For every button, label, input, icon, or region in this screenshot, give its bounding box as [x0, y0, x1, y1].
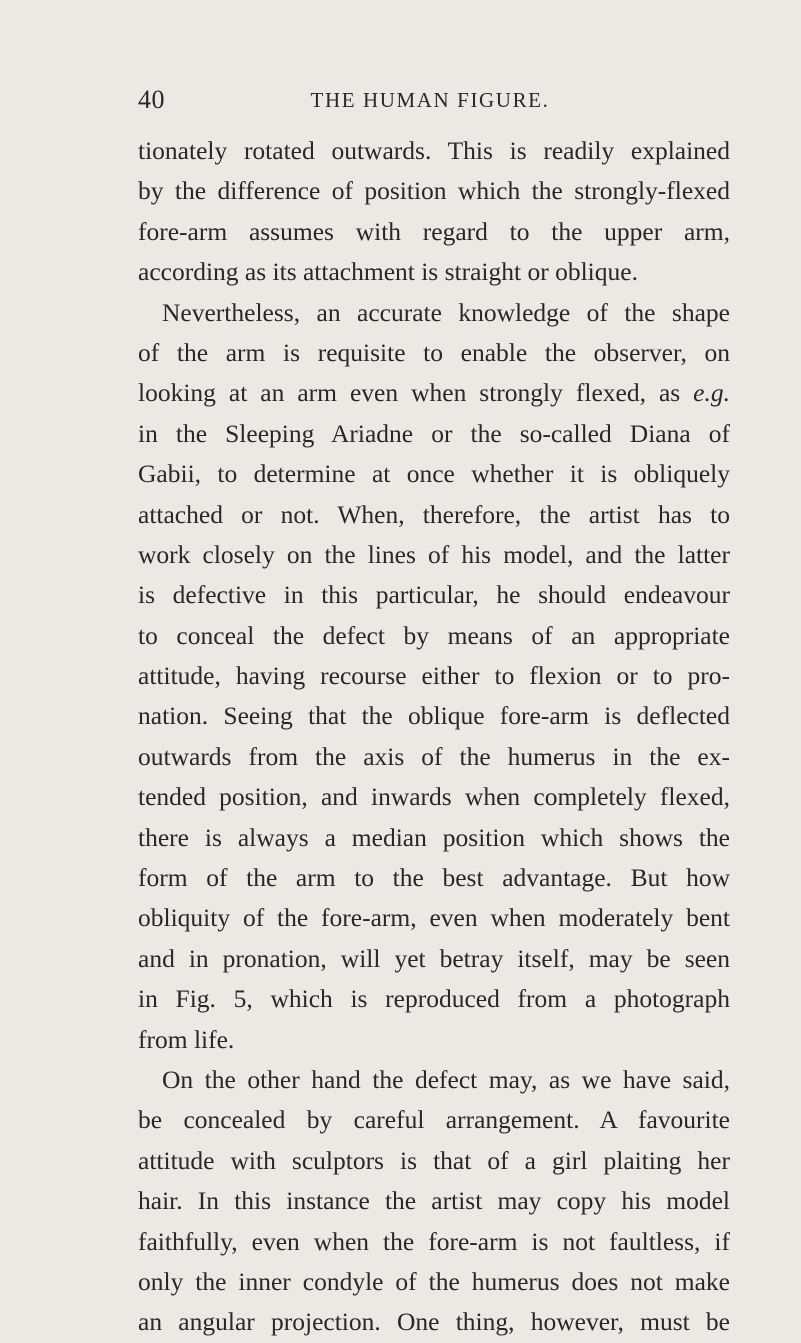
text-segment: looking at an arm even when strongly flexed, as [138, 378, 681, 408]
text-line: attached or not. When, therefore, the artist has to [138, 499, 730, 529]
italic-abbreviation: e.g. [693, 378, 730, 408]
text-line: Gabii, to determine at once whether it is obliquely [138, 459, 730, 489]
paragraph-start-line: Nevertheless, an accurate knowledge of the shape [162, 297, 730, 327]
text-line: to conceal the defect by means of an appropriate [138, 620, 730, 650]
running-head: THE HUMAN FIGURE. [310, 88, 550, 112]
text-line: there is always a median position which shows the [138, 822, 730, 852]
text-line: attitude, having recourse either to flexion or to pro- [138, 661, 730, 691]
text-line: hair. In this instance the artist may copy his model [138, 1186, 730, 1216]
text-line: in the Sleeping Ariadne or the so-called Diana of [138, 418, 730, 448]
text-line: form of the arm to the best advantage. But how [138, 863, 730, 893]
text-line: according as its attachment is straight or oblique. [138, 257, 638, 287]
text-line: in Fig. 5, which is reproduced from a photograph [138, 984, 730, 1014]
text-line: an angular projection. One thing, however, must be [138, 1307, 730, 1337]
page-number: 40 [138, 85, 165, 114]
text-line: attitude with sculptors is that of a girl plaiting her [138, 1145, 730, 1175]
text-line: fore-arm assumes with regard to the upper arm, [138, 216, 730, 246]
text-line: from life. [138, 1024, 235, 1054]
text-line: and in pronation, will yet betray itself, may be seen [138, 943, 730, 973]
text-line: tended position, and inwards when completely flexed, [138, 782, 730, 812]
paragraph-start-line: On the other hand the defect may, as we have said, [162, 1064, 730, 1094]
text-line: outwards from the axis of the humerus in the ex- [138, 741, 730, 771]
page-header [0, 82, 801, 118]
text-line: only the inner condyle of the humerus does not make [138, 1266, 730, 1296]
text-line: of the arm is requisite to enable the observer, on [138, 337, 730, 367]
text-line [138, 373, 730, 413]
text-line: tionately rotated outwards. This is readily explained [138, 136, 730, 165]
text-line: by the difference of position which the strongly-flexed [138, 176, 730, 206]
text-line: is defective in this particular, he should endeavour [138, 580, 730, 610]
text-line: be concealed by careful arrangement. A favourite [138, 1105, 730, 1135]
text-line: work closely on the lines of his model, and the latter [138, 539, 730, 569]
text-line: obliquity of the fore-arm, even when moderately bent [138, 903, 730, 933]
text-line: faithfully, even when the fore-arm is not faultless, if [138, 1226, 730, 1256]
text-line: nation. Seeing that the oblique fore-arm is deflected [138, 701, 730, 731]
body-text [138, 131, 730, 1343]
